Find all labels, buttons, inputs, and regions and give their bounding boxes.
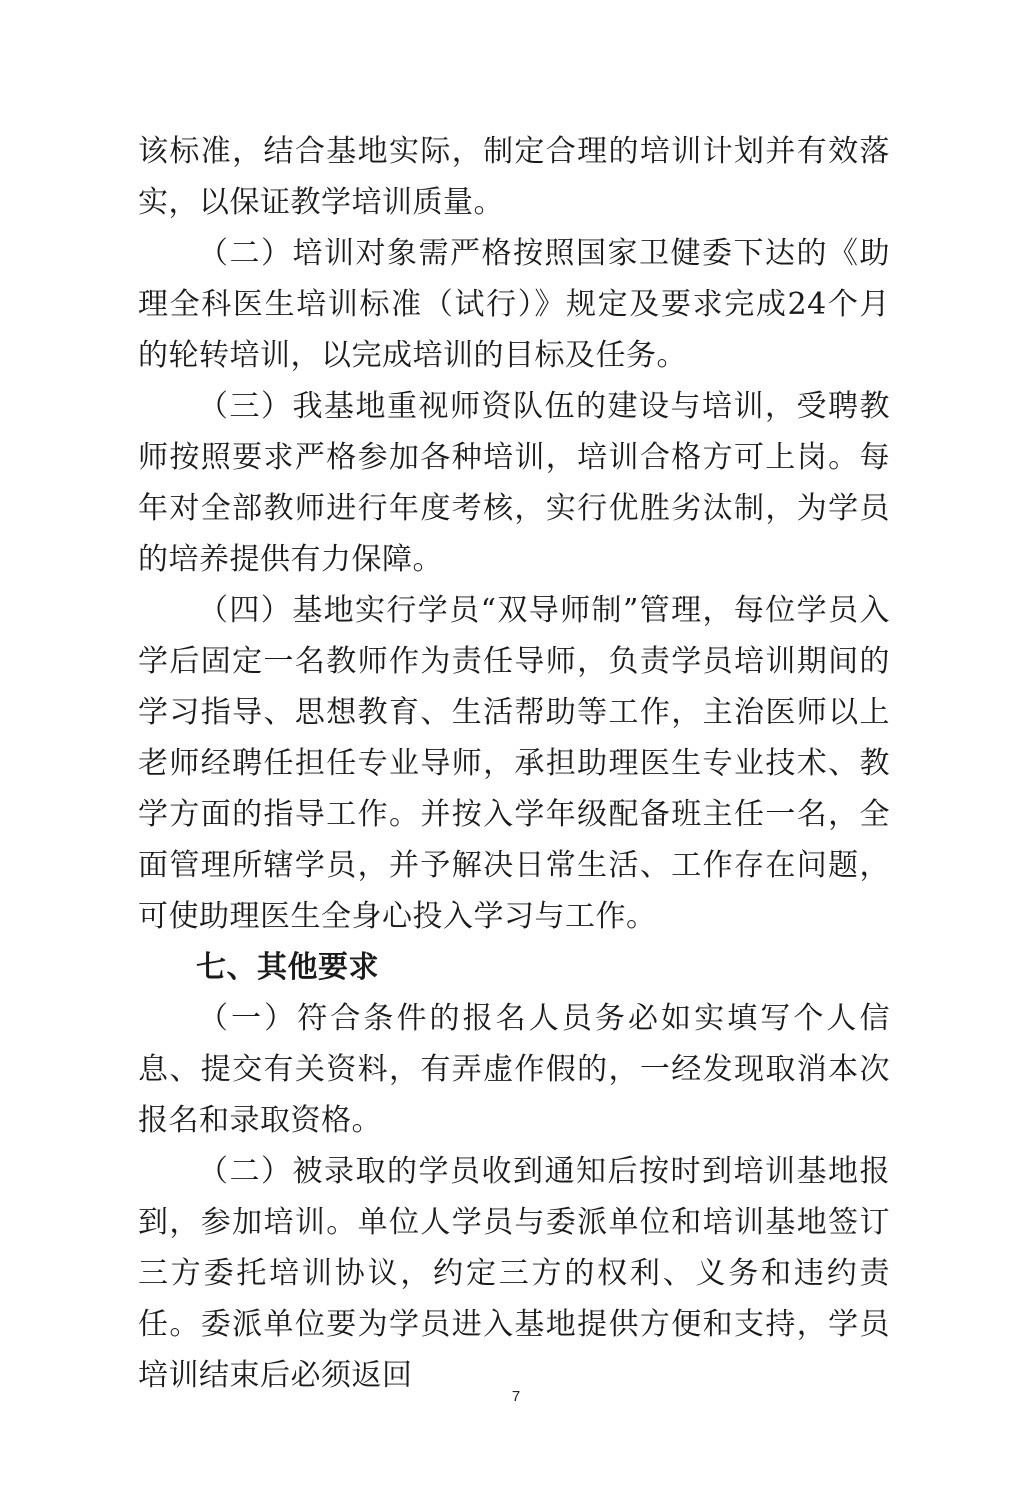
section-paragraph-1: （一）符合条件的报名人员务必如实填写个人信息、提交有关资料，有弄虚作假的，一经发现取消本次报名和录取资格。	[138, 1001, 890, 1138]
page-number: 7	[511, 1388, 521, 1405]
paragraph-continuation: 该标准，结合基地实际，制定合理的培训计划并有效落实，以保证教学培训质量。	[138, 134, 890, 220]
document-body	[138, 126, 890, 1401]
section-paragraph-2: （二）被录取的学员收到通知后按时到培训基地报到，参加培训。单位人学员与委派单位和培训基地签订三方委托培训协议，约定三方的权利、义务和违约责任。委派单位要为学员进入基地提供方便和支持，学员培训结束后必须返回	[138, 1154, 890, 1393]
section-heading: 七、其他要求	[196, 950, 379, 985]
paragraph-item-3: （三）我基地重视师资队伍的建设与培训，受聘教师按照要求严格参加各种培训，培训合格方可上岗。每年对全部教师进行年度考核，实行优胜劣汰制，为学员的培养提供有力保障。	[138, 389, 890, 577]
paragraph-item-2: （二）培训对象需严格按照国家卫健委下达的《助理全科医生培训标准（试行）》规定及要求完成24个月的轮转培训，以完成培训的目标及任务。	[138, 236, 890, 373]
paragraph-item-4: （四）基地实行学员“双导师制”管理，每位学员入学后固定一名教师作为责任导师，负责学员培训期间的学习指导、思想教育、生活帮助等工作，主治医师以上老师经聘任担任专业导师，承担助理医生专业技术、教学方面的指导工作。并按入学年级配备班主任一名，全面管理所辖学员，并予解决日常生活、工作存在问题，可使助理医生全身心投入学习与工作。	[138, 593, 890, 934]
